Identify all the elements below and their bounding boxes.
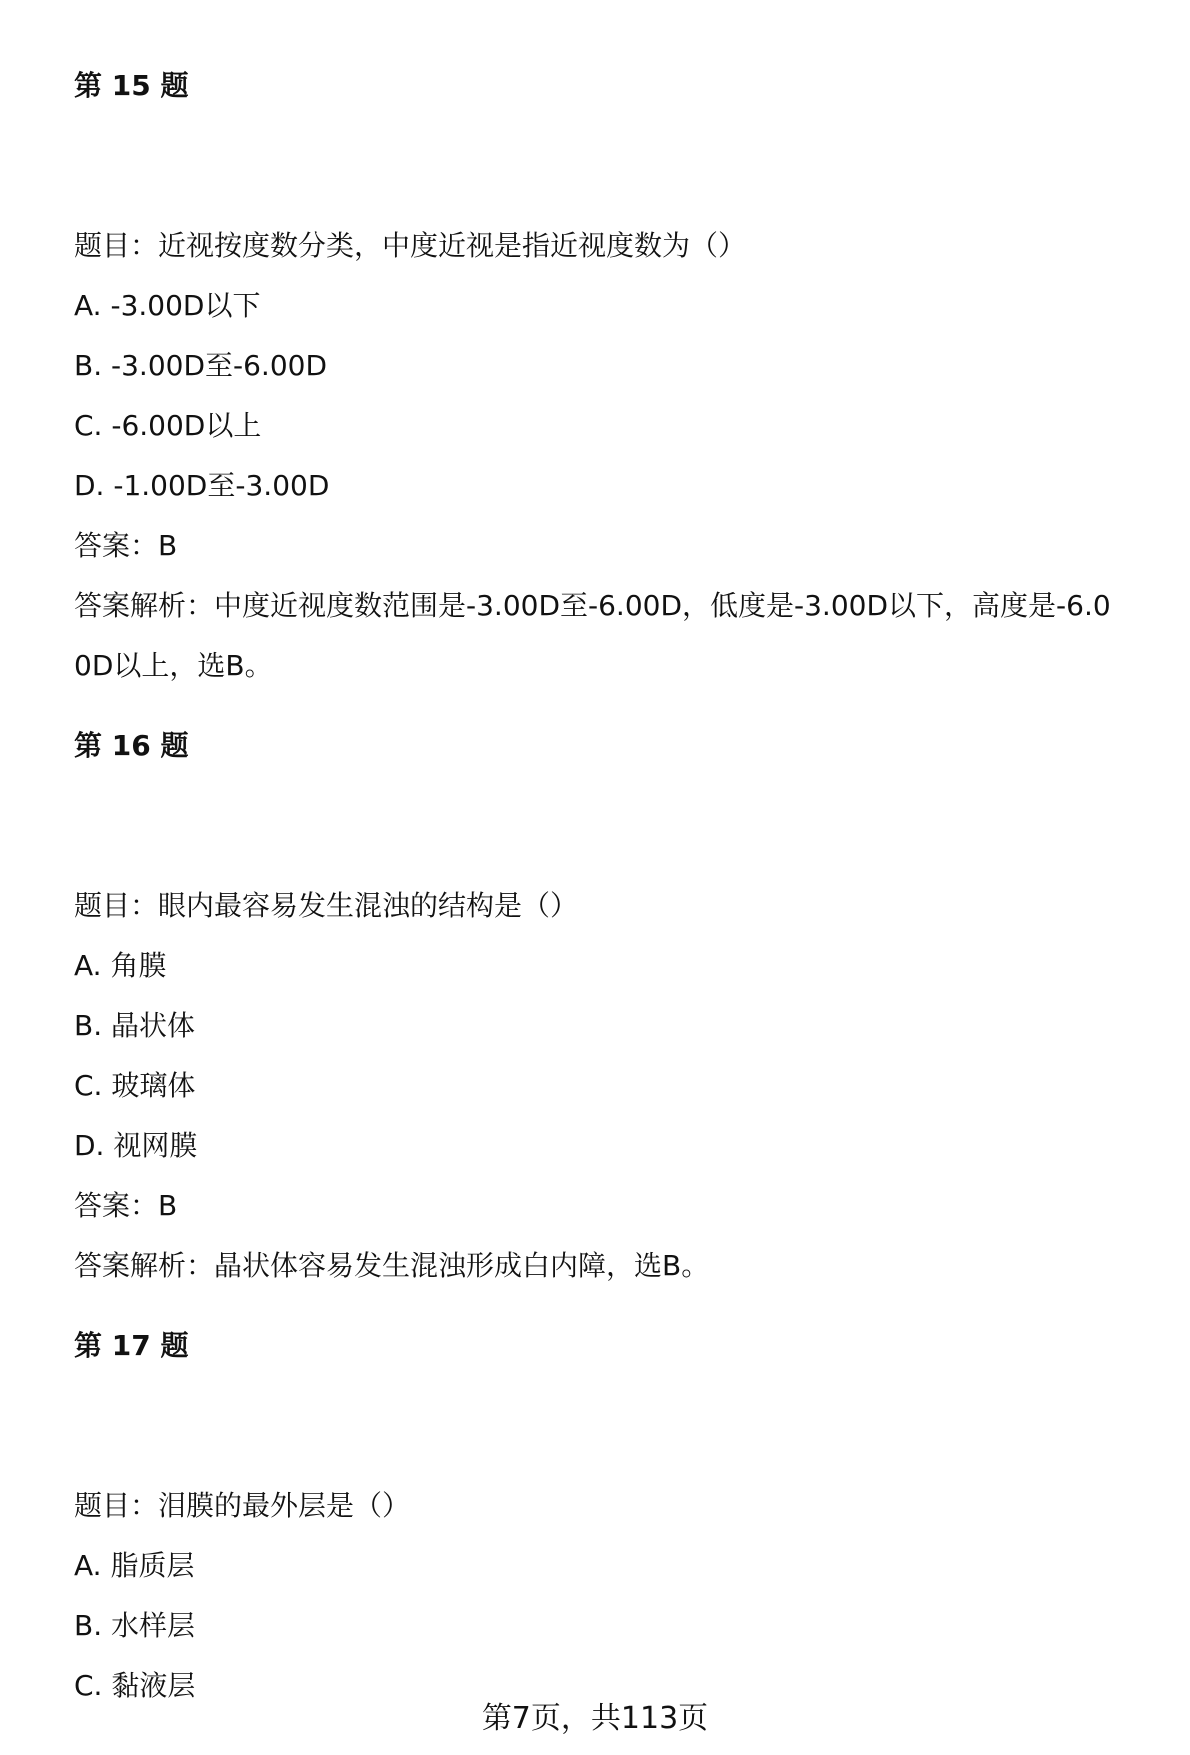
option-c: C. 玻璃体 — [74, 1069, 196, 1102]
question-heading: 第 17 题 — [74, 1329, 189, 1362]
option-a: A. 脂质层 — [74, 1549, 195, 1582]
option-b: B. -3.00D至-6.00D — [74, 349, 328, 382]
option-a: A. -3.00D以下 — [74, 289, 261, 322]
question-heading: 第 15 题 — [74, 69, 189, 102]
question-stem: 题目：近视按度数分类，中度近视是指近视度数为（） — [74, 229, 747, 262]
question-body — [74, 876, 1114, 1296]
answer-analysis: 答案解析：晶状体容易发生混浊形成白内障，选B。 — [74, 1249, 710, 1282]
option-b: B. 晶状体 — [74, 1009, 196, 1042]
question-16 — [74, 726, 1114, 1296]
answer: 答案：B — [74, 529, 178, 562]
option-d: D. -1.00D至-3.00D — [74, 469, 330, 502]
page-number: 第7页，共113页 — [481, 1701, 709, 1736]
option-c: C. -6.00D以上 — [74, 409, 262, 442]
option-d: D. 视网膜 — [74, 1129, 198, 1162]
question-17 — [74, 1326, 1114, 1716]
question-body — [74, 216, 1114, 696]
option-b: B. 水样层 — [74, 1609, 196, 1642]
option-c: C. 黏液层 — [74, 1669, 196, 1702]
question-heading: 第 16 题 — [74, 729, 189, 762]
question-15 — [74, 66, 1114, 696]
question-stem: 题目：眼内最容易发生混浊的结构是（） — [74, 889, 579, 922]
question-stem: 题目：泪膜的最外层是（） — [74, 1489, 411, 1522]
option-a: A. 角膜 — [74, 949, 167, 982]
answer-analysis: 答案解析：中度近视度数范围是-3.00D至-6.00D，低度是-3.00D以下，高度是-6.00D以上，选B。 — [74, 589, 1111, 682]
question-body — [74, 1476, 1114, 1716]
answer: 答案：B — [74, 1189, 178, 1222]
